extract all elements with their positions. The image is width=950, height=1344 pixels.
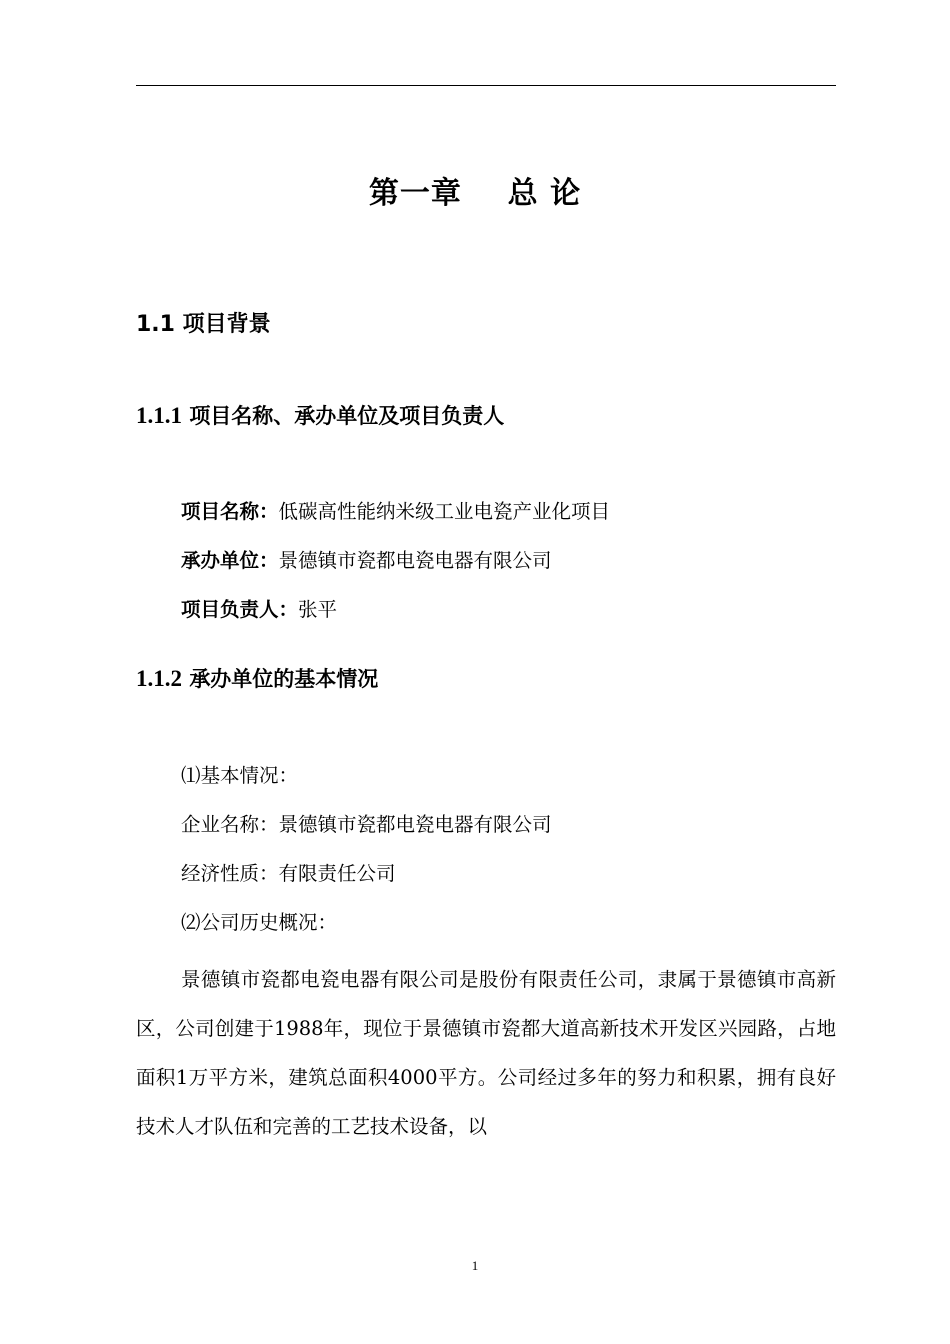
company-history-paragraph: 景德镇市瓷都电瓷电器有限公司是股份有限责任公司，隶属于景德镇市高新区，公司创建于1988年，现位于景德镇市瓷都大道高新技术开发区兴园路，占地面积1万平方米，建筑总面积4000平方。公司经过多年的努力和积累，拥有良好技术人才队伍和完善的工艺技术设备，以 [136,968,836,1138]
list-item: ⑵公司历史概况： [181,911,338,934]
field-label: 项目名称： [181,500,279,523]
field-organizer [181,545,552,573]
subsection-number: 1.1.2 [136,666,182,691]
subsection-title: 项目名称、承办单位及项目负责人 [189,404,505,428]
field-value: 景德镇市瓷都电瓷电器有限公司 [278,549,552,572]
subsection-heading-1 [136,400,504,430]
list-item: 经济性质：有限责任公司 [181,862,396,885]
field-value: 低碳高性能纳米级工业电瓷产业化项目 [278,500,611,523]
field-label: 项目负责人： [181,598,299,621]
chapter-title: 第一章 总 论 [368,176,582,211]
subsection-number: 1.1.1 [136,403,182,428]
list-item: 企业名称：景德镇市瓷都电瓷电器有限公司 [181,813,552,836]
header-rule [136,85,836,86]
field-project-lead [181,594,337,622]
field-value: 张平 [298,598,338,621]
field-project-name [181,496,610,524]
section-heading: 1.1 项目背景 [136,312,271,337]
subsection-title: 承办单位的基本情况 [189,667,379,691]
page-number: 1 [471,1258,479,1273]
subsection-heading-2 [136,663,378,693]
list-item: ⑴基本情况： [181,764,299,787]
field-label: 承办单位： [181,549,279,572]
